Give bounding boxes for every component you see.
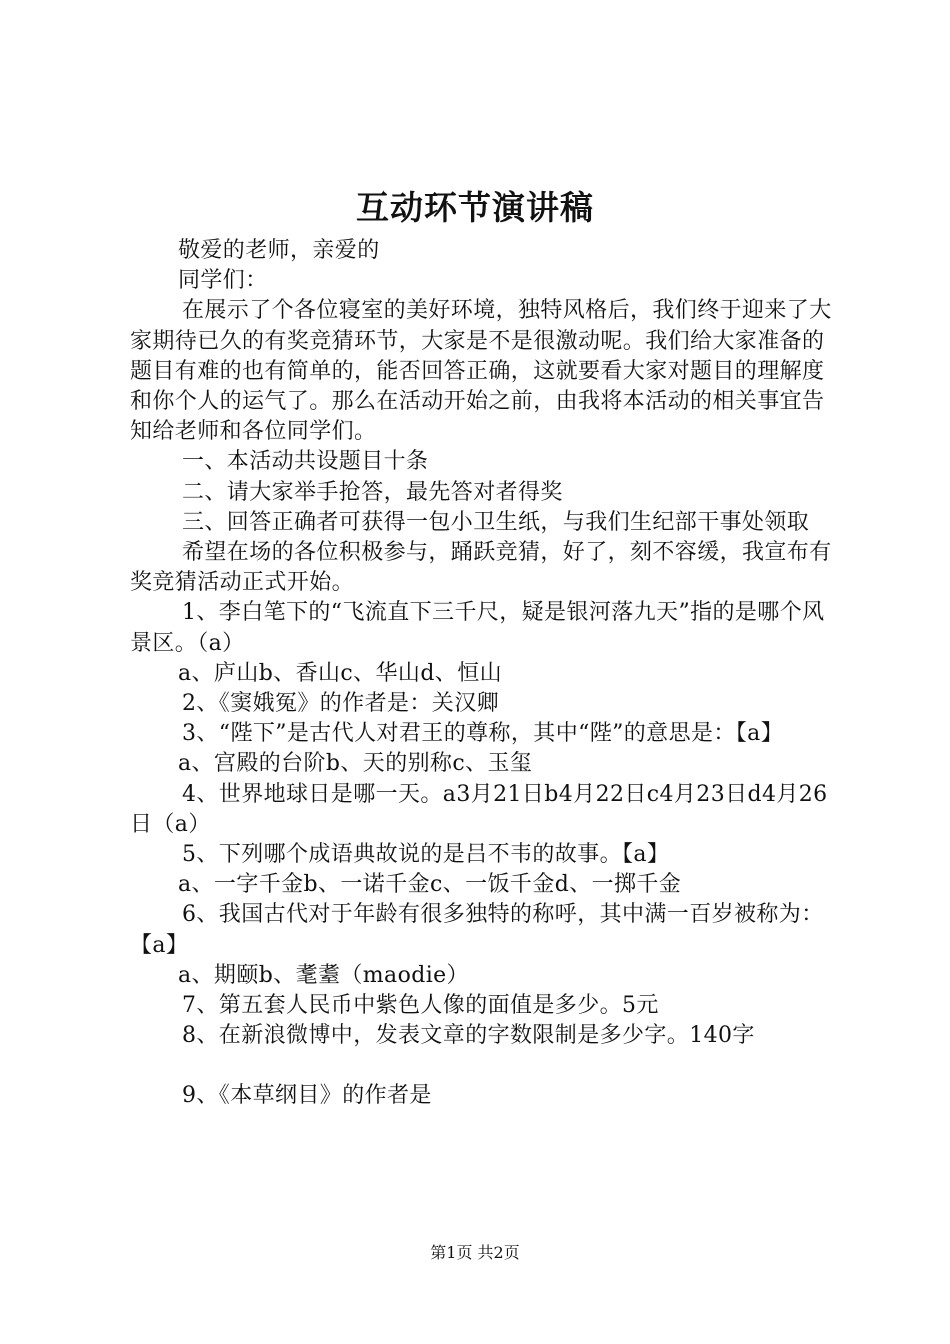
page-footer: 第1页 共2页 <box>430 1243 520 1262</box>
greeting-line-1: 敬爱的老师，亲爱的 <box>178 238 380 263</box>
question-2: 2、《窦娥冤》的作者是：关汉卿 <box>182 691 499 717</box>
question-5: 5、下列哪个成语典故说的是吕不韦的故事。【a】 <box>182 842 670 868</box>
question-7: 7、第五套人民币中紫色人像的面值是多少。5元 <box>182 993 659 1019</box>
greeting-line-2: 同学们： <box>178 268 268 294</box>
question-1-options: a、庐山b、香山c、华山d、恒山 <box>178 660 503 686</box>
question-6: 6、我国古代对于年龄有很多独特的称呼，其中满一百岁被称为：【a】 <box>130 902 824 958</box>
rule-2: 二、请大家举手抢答，最先答对者得奖 <box>182 479 563 505</box>
question-3: 3、“陛下”是古代人对君王的尊称，其中“陛”的意思是：【a】 <box>182 721 784 747</box>
document-body <box>130 236 842 1112</box>
question-5-options: a、一字千金b、一诺千金c、一饭千金d、一掷千金 <box>178 872 682 898</box>
question-8: 8、在新浪微博中，发表文章的字数限制是多少字。140字 <box>182 1023 755 1049</box>
rule-1: 一、本活动共设题目十条 <box>182 449 429 475</box>
document-title: 互动环节演讲稿 <box>356 188 594 227</box>
opening-paragraph: 希望在场的各位积极参与，踊跃竞猜，好了，刻不容缓，我宣布有奖竞猜活动正式开始。 <box>130 540 832 596</box>
question-4: 4、世界地球日是哪一天。a3月21日b4月22日c4月23日d4月26日（a） <box>130 781 828 837</box>
question-3-options: a、宫殿的台阶b、天的别称c、玉玺 <box>178 751 533 777</box>
question-9: 9、《本草纲目》的作者是 <box>182 1083 432 1109</box>
paragraph-gap <box>130 1051 842 1081</box>
question-6-options: a、期颐b、耄耋（maodie） <box>178 962 469 988</box>
question-1: 1、李白笔下的“飞流直下三千尺，疑是银河落九天”指的是哪个风景区。（a） <box>130 600 825 656</box>
rule-3: 三、回答正确者可获得一包小卫生纸，与我们生纪部干事处领取 <box>182 509 810 535</box>
intro-paragraph: 在展示了个各位寝室的美好环境，独特风格后，我们终于迎来了大家期待已久的有奖竞猜环节，大家是不是很激动呢。我们给大家准备的题目有难的也有简单的，能否回答正确，这就要看大家对题目的理解度和你个人的运气了。那么在活动开始之前，由我将本活动的相关事宜告知给老师和各位同学们。 <box>130 298 832 445</box>
